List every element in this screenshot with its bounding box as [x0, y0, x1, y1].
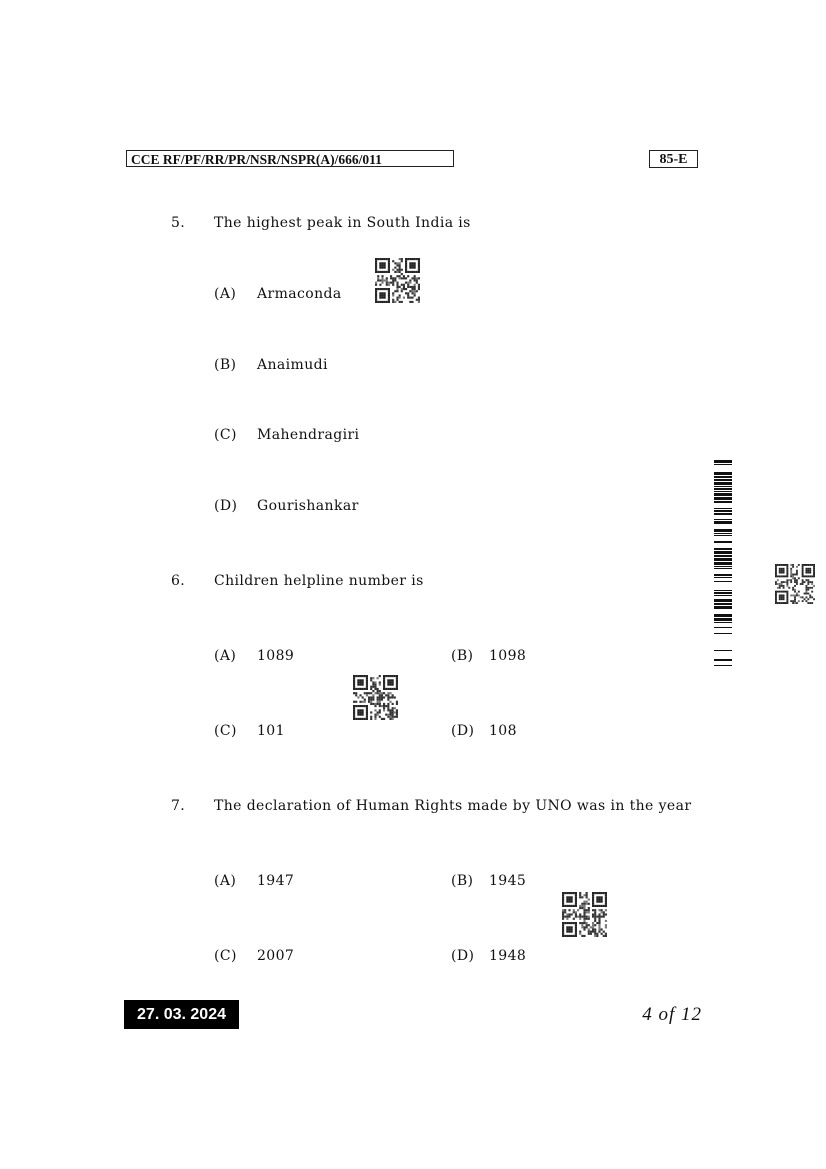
q6-option-b-key: (B)	[451, 648, 474, 664]
q6-option-c-key: (C)	[214, 723, 237, 739]
q7-option-d-key: (D)	[451, 948, 475, 964]
question-6-text: Children helpline number is	[214, 573, 424, 589]
q5-option-c-key: (C)	[214, 427, 237, 443]
qr-code-icon	[375, 258, 420, 303]
question-5-number: 5.	[171, 215, 186, 231]
q5-option-b-text: Anaimudi	[257, 357, 328, 373]
question-6-number: 6.	[171, 573, 186, 589]
q6-option-d-key: (D)	[451, 723, 475, 739]
q7-option-b-text: 1945	[489, 873, 527, 889]
q6-option-a-key: (A)	[214, 648, 237, 664]
q5-option-a-text: Armaconda	[257, 286, 342, 302]
q5-option-d-key: (D)	[214, 498, 238, 514]
q5-option-b-key: (B)	[214, 357, 237, 373]
question-7-number: 7.	[171, 798, 186, 814]
q7-option-a-text: 1947	[257, 873, 295, 889]
q5-option-d-text: Gourishankar	[257, 498, 359, 514]
barcode-icon	[714, 460, 732, 666]
q6-option-d-text: 108	[489, 723, 517, 739]
side-qr-code-icon	[775, 564, 815, 604]
q6-option-c-text: 101	[257, 723, 285, 739]
exam-date: 27. 03. 2024	[124, 1000, 239, 1029]
q7-option-a-key: (A)	[214, 873, 237, 889]
q6-option-b-text: 1098	[489, 648, 527, 664]
q5-option-a-key: (A)	[214, 286, 237, 302]
q7-option-c-text: 2007	[257, 948, 295, 964]
paper-set-box: 85-E	[649, 150, 698, 168]
paper-code-box: CCE RF/PF/RR/PR/NSR/NSPR(A)/666/011	[126, 150, 454, 167]
q7-option-b-key: (B)	[451, 873, 474, 889]
q7-option-d-text: 1948	[489, 948, 527, 964]
qr-code-icon	[562, 892, 607, 937]
q7-option-c-key: (C)	[214, 948, 237, 964]
question-5-text: The highest peak in South India is	[214, 215, 471, 231]
q6-option-a-text: 1089	[257, 648, 295, 664]
qr-code-icon	[353, 675, 398, 720]
page-number: 4 of 12	[642, 1004, 702, 1025]
q5-option-c-text: Mahendragiri	[257, 427, 360, 443]
question-7-text: The declaration of Human Rights made by UNO was in the year	[214, 798, 692, 814]
